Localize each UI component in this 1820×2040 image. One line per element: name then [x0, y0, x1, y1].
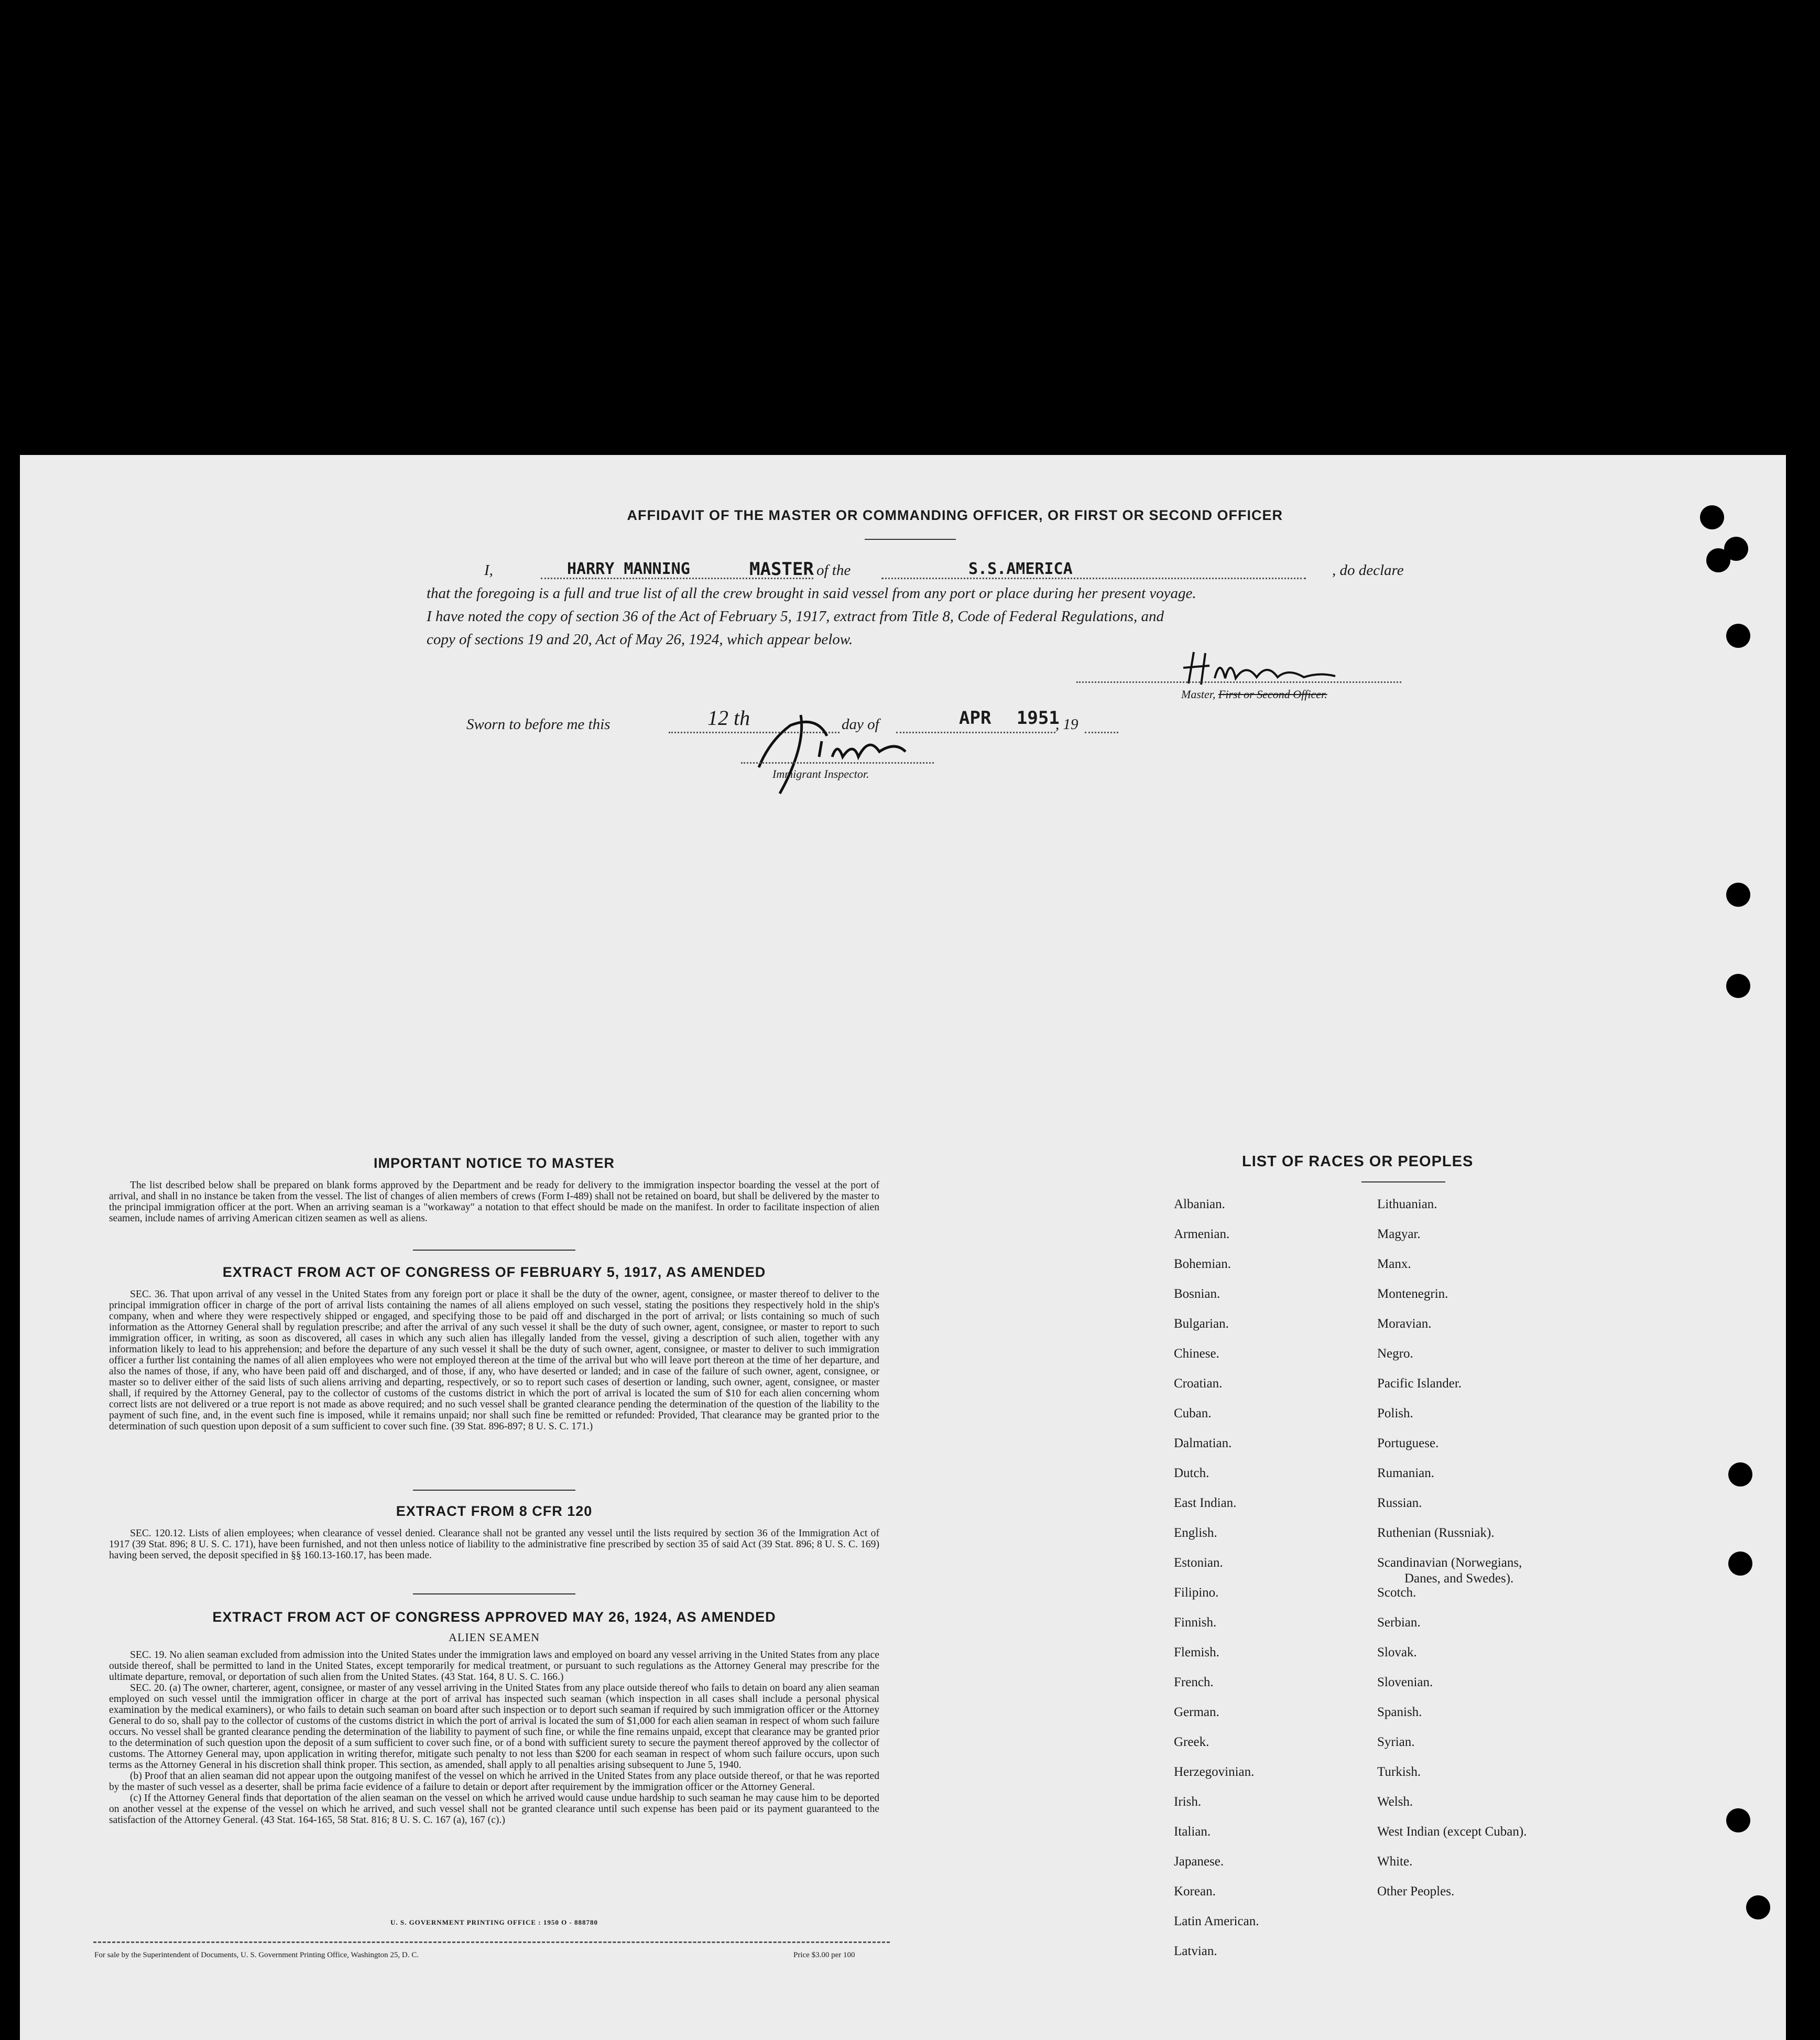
race-item: Syrian. [1377, 1735, 1415, 1749]
extract-cfr-title: EXTRACT FROM 8 CFR 120 [396, 1503, 593, 1519]
race-item: Portuguese. [1377, 1436, 1439, 1450]
race-item: Polish. [1377, 1406, 1413, 1420]
extract-1917-section [109, 1264, 879, 1432]
punch-hole [1728, 1551, 1752, 1576]
race-item: West Indian (except Cuban). [1377, 1825, 1527, 1839]
footer-dotted-line [93, 1941, 890, 1943]
vessel-name: S.S.AMERICA [968, 560, 1073, 578]
race-item: Italian. [1174, 1825, 1211, 1839]
extract-1924-section [109, 1609, 879, 1826]
inspector-caption: Immigrant Inspector. [772, 767, 869, 780]
race-item: Korean. [1174, 1884, 1216, 1898]
inspector-signature-line [741, 762, 934, 764]
sworn-date-stamp: APR 1951 [959, 708, 1060, 729]
extract-1917-title: EXTRACT FROM ACT OF CONGRESS OF FEBRUARY 5, 1917, AS AMENDED [222, 1264, 766, 1280]
race-item: Pacific Islander. [1377, 1376, 1462, 1391]
name-dotted-line [541, 578, 813, 579]
extract-cfr-text: SEC. 120.12. Lists of alien employees; when clearance of vessel denied. Clearance shall not be granted any vessel until the lists required by section 36 of the Immigration Act of 1917 (39 Stat. 896; 8 U. S. C. 171), have been furnished, and not then unless notice of liability to the administrative fine prescribed by section 35 of said Act (39 Stat. 896; 8 U. S. C. 169) having been served, the deposit specified in §§ 160.13-160.17, has been made. [109, 1528, 879, 1561]
race-item: Flemish. [1174, 1645, 1219, 1659]
affidavit-line1 [462, 559, 1531, 582]
race-item: French. [1174, 1675, 1214, 1689]
sec20a-text: SEC. 20. (a) The owner, charterer, agent, consignee, or master of any vessel arriving in the United States from any place outside thereof who fails to detain on board any alien seaman employed on such vessel until the immigration officer in charge at the port of arrival has inspected such seaman (which inspection in all cases shall include a personal physical examination by the medical examiners), or who fails to detain such seaman on board after such inspection or to deport such seaman if required by such immigration officer or the Attorney General to do so, shall pay to the collector of customs of the customs district in which the port of arrival is located the sum of $1,000 for each alien seaman in respect of whom such failure occurs. No vessel shall be granted clearance pending the determination of the liability to payment of such fine, or while the fine remains unpaid, except that clearance may be granted prior to the determination of such question upon the deposit of a sum sufficient to cover such fine, or of a bond with sufficient surety to secure the payment thereof approved by the collector of customs. The Attorney General may, upon application in writing therefor, mitigate such penalty to not less than $200 for each seaman in respect of whom such failure occurs, upon such terms as the Attorney General in his discretion shall think proper. This section, as amended, shall apply to all penalties arising subsequent to June 5, 1940. [109, 1683, 879, 1771]
race-item: Dalmatian. [1174, 1436, 1232, 1450]
race-item: German. [1174, 1705, 1219, 1719]
race-item: Bohemian. [1174, 1257, 1232, 1271]
sworn-day: 12 th [707, 706, 750, 730]
master-caption [1181, 688, 1327, 701]
divider [413, 1593, 575, 1594]
race-item: Bosnian. [1174, 1287, 1220, 1301]
master-caption-struck: First or Second Officer. [1218, 688, 1327, 701]
master-rank: MASTER [749, 559, 814, 580]
declare-label: , do declare [1332, 562, 1404, 579]
gpo-imprint: U. S. GOVERNMENT PRINTING OFFICE : 1950 O - 888780 [390, 1918, 598, 1926]
sec20c-text: (c) If the Attorney General finds that deportation of the alien seaman on the vessel on which he arrived would cause undue hardship to such seaman he may cause him to be deported on another vessel at the expense of the vessel on which he arrived, and such vessel shall not be granted clearance until such expense has been paid or its payment guaranteed to the satisfaction of the Attorney General. (43 Stat. 164-165, 58 Stat. 816; 8 U. S. C. 167 (a), 167 (c).) [109, 1793, 879, 1826]
extract-1917-text: SEC. 36. That upon arrival of any vessel in the United States from any foreign port or place it shall be the duty of the owner, agent, consignee, or master thereof to deliver to the principal immigration officer in charge of the port of arrival lists containing the names of all aliens employed on such vessel, stating the positions they respectively hold in the ship's company, when and where they were respectively shipped or engaged, and specifying those to be paid off and discharged in the port of arrival; or lists containing so much of such information as the Attorney General shall by regulation prescribe; and after the arrival of any such vessel it shall be the duty of such owner, agent, consignee, or master to report to such immigration officer, in writing, as soon as discovered, all cases in which any such alien has illegally landed from the vessel, giving a description of such alien, together with any information likely to lead to his apprehension; and before the departure of any such vessel it shall be the duty of such owner, agent, consignee, or master to deliver to such immigration officer a further list containing the names of all alien employees who were not employed thereon at the time of the arrival but who will leave port thereon at the time of her departure, and also the names of those, if any, who have been paid off and discharged, and of those, if any, who have deserted or landed; and in case of the failure of such owner, agent, consignee, or master so to deliver either of the said lists of such aliens arriving and departing, respectively, or so to report such cases of desertion or landing, such owner, agent, consignee, or master shall, if required by the Attorney General, pay to the collector of customs of the customs district in which the port of arrival is located the sum of $10 for each alien concerning whom correct lists are not delivered or a true report is not made as above required; and no such vessel shall be granted clearance pending the determination of the question of the liability to the payment of such fine, and, in the event such fine is imposed, while it remains unpaid; nor shall such fine be remitted or refunded: Provided, That clearance may be granted prior to the determination of such question upon deposit of a sum sufficient to cover such fine. (39 Stat. 896-897; 8 U. S. C. 171.) [109, 1289, 879, 1432]
race-item: Negro. [1377, 1347, 1413, 1361]
races-title: LIST OF RACES OR PEOPLES [1242, 1153, 1474, 1170]
punch-hole [1726, 1808, 1750, 1832]
i-label: I, [484, 562, 493, 579]
notice-text: The list described below shall be prepared on blank forms approved by the Department and be ready for delivery to the immigration inspector boarding the vessel at the port of arrival, and shall in no instance be taken from the vessel. The list of changes of alien members of crews (Form I-489) shall not be retained on board, but shall be delivered by the master to the principal immigration officer at the port. When an arriving seaman is a "workaway" a notation to that effect should be made on the manifest. In order to facilitate inspection of alien seamen, include names of arriving American citizen seamen as well as aliens. [109, 1180, 879, 1224]
race-item: Japanese. [1174, 1854, 1224, 1869]
divider [1361, 1181, 1445, 1182]
master-signature [1178, 647, 1361, 694]
race-item: Latvian. [1174, 1944, 1217, 1958]
punch-hole [1726, 883, 1750, 907]
race-item: Finnish. [1174, 1615, 1217, 1630]
race-item: Bulgarian. [1174, 1317, 1229, 1331]
race-item: Latin American. [1174, 1914, 1259, 1928]
race-item: Serbian. [1377, 1615, 1421, 1630]
punch-hole [1726, 624, 1750, 648]
extract-cfr-section [109, 1503, 879, 1561]
divider [413, 1490, 575, 1491]
race-item: English. [1174, 1526, 1217, 1540]
document-page [20, 455, 1786, 2040]
divider [413, 1250, 575, 1251]
race-item: Filipino. [1174, 1586, 1219, 1600]
year-prefix: , 19 [1055, 716, 1078, 733]
master-signature-line [1076, 681, 1401, 683]
day-of-label: day of [842, 716, 879, 733]
extract-1924-title: EXTRACT FROM ACT OF CONGRESS APPROVED MAY 26, 1924, AS AMENDED [212, 1609, 776, 1625]
race-item: Ruthenian (Russniak). [1377, 1526, 1495, 1540]
vessel-dotted-line [881, 578, 1306, 579]
sec19-text: SEC. 19. No alien seaman excluded from admission into the United States under the immigration laws and employed on board any vessel arriving in the United States from any place outside thereof, shall be permitted to land in the United States, except temporarily for medical treatment, or pursuant to such regulations as the Attorney General may prescribe for the ultimate departure, removal, or deportation of such alien from the United States. (43 Stat. 164, 8 U. S. C. 166.) [109, 1650, 879, 1683]
extract-1924-subtitle: ALIEN SEAMEN [449, 1631, 540, 1644]
inspector-signature [727, 704, 927, 799]
master-caption-text: Master, [1181, 688, 1216, 701]
race-item: Montenegrin. [1377, 1287, 1448, 1301]
punch-hole [1724, 537, 1748, 561]
race-item: Estonian. [1174, 1556, 1223, 1570]
affidavit-title: AFFIDAVIT OF THE MASTER OR COMMANDING OFFICER, OR FIRST OR SECOND OFFICER [627, 507, 1283, 523]
notice-title: IMPORTANT NOTICE TO MASTER [374, 1155, 615, 1171]
affidavit-statement-1: that the foregoing is a full and true list of all the crew brought in said vessel from any port or place during her present voyage. [427, 585, 1196, 602]
race-item: Dutch. [1174, 1466, 1209, 1480]
affidavit-statement-3: copy of sections 19 and 20, Act of May 26, 1924, which appear below. [427, 631, 853, 648]
race-item: Irish. [1174, 1795, 1202, 1809]
master-name: HARRY MANNING [567, 560, 690, 578]
race-item: Scotch. [1377, 1586, 1416, 1600]
race-item: Chinese. [1174, 1347, 1219, 1361]
race-item: White. [1377, 1854, 1413, 1869]
race-item: Spanish. [1377, 1705, 1422, 1719]
sec20b-text: (b) Proof that an alien seaman did not appear upon the outgoing manifest of the vessel on which he arrived in the United States from any place outside thereof, or that he was reported by the master of such vessel as a deserter, shall be prima facie evidence of a failure to detain or deport after requirement by the immigration officer or the Attorney General. [109, 1771, 879, 1793]
sale-note: For sale by the Superintendent of Documents, U. S. Government Printing Office, Washington 25, D. C. [94, 1951, 419, 1959]
race-item: Welsh. [1377, 1795, 1413, 1809]
punch-hole [1728, 1462, 1752, 1486]
race-item: Magyar. [1377, 1227, 1421, 1241]
race-item: Croatian. [1174, 1376, 1223, 1391]
race-item: Rumanian. [1377, 1466, 1435, 1480]
race-item: Turkish. [1377, 1765, 1421, 1779]
sworn-label: Sworn to before me this [466, 716, 611, 733]
race-item: Slovak. [1377, 1645, 1417, 1659]
race-item: Danes, and Swedes). [1404, 1571, 1514, 1586]
race-item: Other Peoples. [1377, 1884, 1455, 1898]
affidavit-statement-2: I have noted the copy of section 36 of the Act of February 5, 1917, extract from Title 8, Code of Federal Regulations, and [427, 608, 1164, 625]
race-item: Armenian. [1174, 1227, 1230, 1241]
race-item: East Indian. [1174, 1496, 1237, 1510]
price-note: Price $3.00 per 100 [793, 1951, 855, 1959]
race-item: Scandinavian (Norwegians, [1377, 1556, 1522, 1570]
race-item: Russian. [1377, 1496, 1422, 1510]
race-item: Slovenian. [1377, 1675, 1433, 1689]
divider [865, 539, 956, 540]
race-item: Herzegovinian. [1174, 1765, 1255, 1779]
punch-hole [1700, 505, 1724, 529]
race-item: Manx. [1377, 1257, 1411, 1271]
race-item: Moravian. [1377, 1317, 1432, 1331]
race-item: Greek. [1174, 1735, 1209, 1749]
race-item: Cuban. [1174, 1406, 1212, 1420]
punch-hole [1746, 1895, 1770, 1919]
of-the-label: of the [816, 562, 851, 579]
punch-hole [1726, 974, 1750, 998]
year-dotted-line [1085, 732, 1118, 733]
notice-section [109, 1155, 879, 1224]
race-item: Albanian. [1174, 1197, 1225, 1211]
race-item: Lithuanian. [1377, 1197, 1437, 1211]
